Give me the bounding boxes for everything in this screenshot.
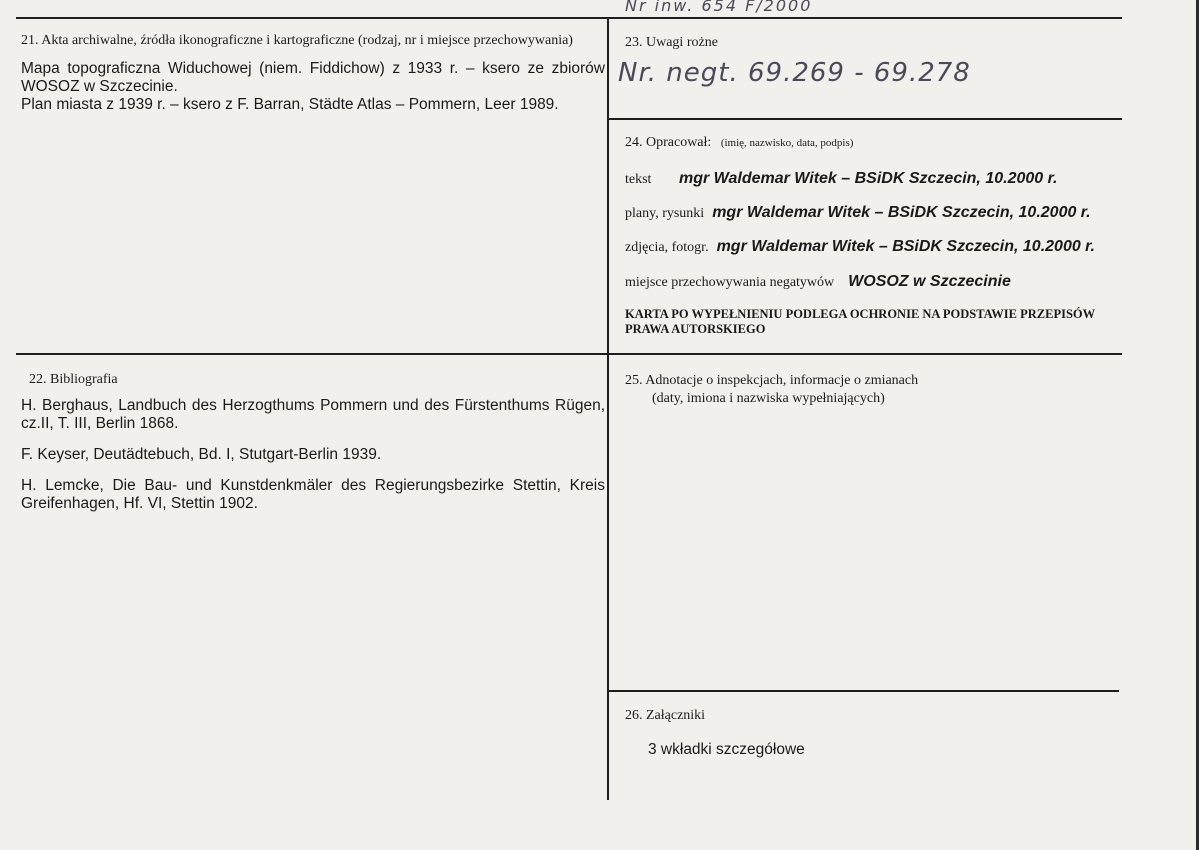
divider-s25-s26 [609,690,1119,692]
section-21-line-2: Plan miasta z 1939 r. – ksero z F. Barran, Städte Atlas – Pommern, Leer 1989. [21,96,559,113]
section-24-title: 24. Opracował: [625,135,712,150]
section-21-body [21,60,605,114]
section-24-hint: (imię, nazwisko, data, podpis) [720,137,854,149]
signature-tekst [625,170,1057,188]
section-22-label: 22. Bibliografia [29,372,118,387]
bibliography-item: F. Keyser, Deutädtebuch, Bd. I, Stutgart-Berlin 1939. [21,446,382,463]
section-25-label: 25. Adnotacje o inspekcjach, informacje o zmianach [625,373,919,388]
section-25-hint: (daty, imiona i nazwiska wypełniających) [652,391,885,406]
copyright-warning: KARTA PO WYPEŁNIENIU PODLEGA OCHRONIE NA PODSTAWIE PRZEPISÓW PRAWA AUTORSKIEGO [625,307,1095,336]
signature-plany [625,204,1091,222]
section-21-label: 21. Akta archiwalne, źródła ikonograficzne i kartograficzne (rodzaj, nr i miejsce przechowywania) [21,33,573,48]
author-name: mgr Waldemar Witek – BSiDK Szczecin, 10.2000 r. [679,170,1058,187]
section-23-label: 23. Uwagi rożne [625,35,718,50]
divider-row-1 [16,353,1122,355]
signature-zdjecia [625,238,1095,256]
signature-tekst-label: tekst [625,172,652,187]
author-name: mgr Waldemar Witek – BSiDK Szczecin, 10.2000 r. [716,238,1095,255]
section-26-label: 26. Załączniki [625,708,706,723]
top-border [16,17,1122,19]
attachments-value: 3 wkładki szczegółowe [648,741,805,758]
negatives-location-label: miejsce przechowywania negatywów [625,275,835,290]
author-name: mgr Waldemar Witek – BSiDK Szczecin, 10.2000 r. [712,204,1091,221]
bibliography-item: H. Berghaus, Landbuch des Herzogthums Pommern und des Fürstenthums Rügen, cz.II, T. III, Berlin 1868. [21,397,605,432]
negative-numbers-handwritten: Nr. negt. 69.269 - 69.278 [618,58,971,88]
section-21-line-1: Mapa topograficzna Widuchowej (niem. Fiddichow) z 1933 r. – ksero ze zbiorów WOSOZ w Szczecinie. [21,60,605,95]
negatives-location-value: WOSOZ w Szczecinie [848,273,1011,290]
bibliography-list [21,397,605,526]
divider-s23-s24 [609,118,1122,120]
bibliography-item: H. Lemcke, Die Bau- und Kunstdenkmäler des Regierungsbezirke Stettin, Kreis Greifenhagen, Hf. VI, Stettin 1902. [21,477,605,512]
signature-plany-label: plany, rysunki [625,206,705,221]
negatives-location [625,273,1011,291]
section-24-label [625,135,853,151]
inventory-note: Nr inw. 654 F/2000 [625,0,813,15]
center-divider [607,17,609,800]
signature-zdjecia-label: zdjęcia, fotogr. [625,240,709,255]
